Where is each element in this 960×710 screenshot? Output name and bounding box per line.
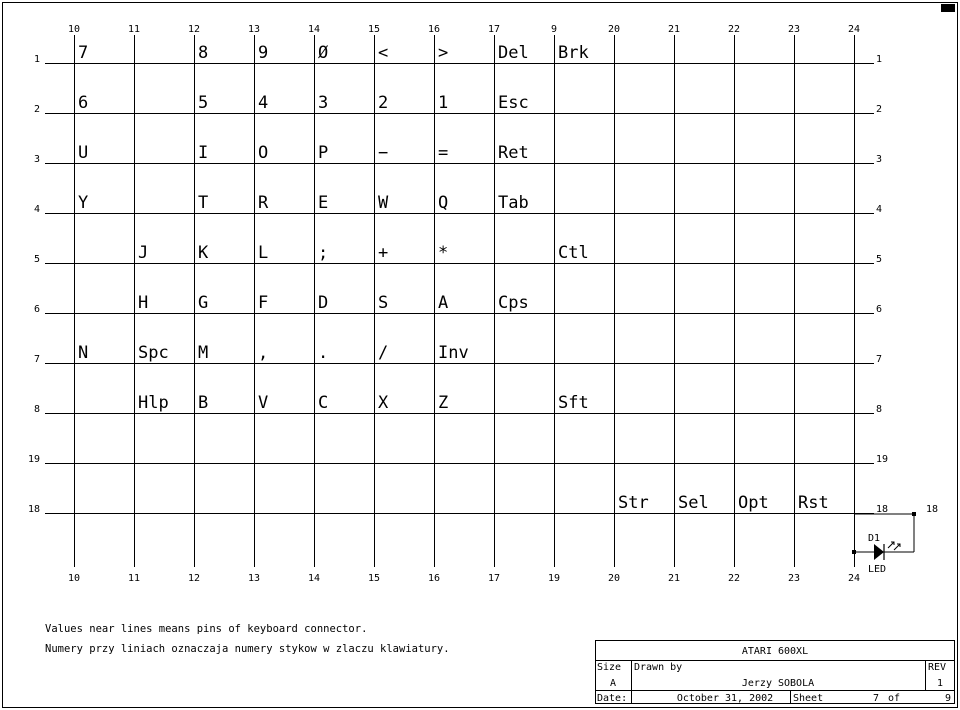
column-pin-label-bottom: 15 — [367, 573, 381, 584]
key-label: U — [78, 143, 89, 163]
title-block-date-label: Date: — [597, 693, 628, 704]
key-label: Hlp — [138, 393, 169, 413]
key-label: < — [378, 43, 389, 63]
column-pin-label-bottom: 22 — [727, 573, 741, 584]
key-label: 3 — [318, 93, 329, 113]
key-label: X — [378, 393, 389, 413]
note-polish: Numery przy liniach oznaczaja numery stykow w zlaczu klawiatury. — [45, 643, 450, 655]
key-label: / — [378, 343, 389, 363]
title-block-sheet-value: 7 — [872, 693, 880, 704]
column-pin-label-top: 17 — [487, 24, 501, 35]
column-pin-label-bottom: 23 — [787, 573, 801, 584]
column-pin-label-bottom: 12 — [187, 573, 201, 584]
key-label: 7 — [78, 43, 89, 63]
key-label: Str — [618, 493, 649, 513]
column-pin-label-top: 11 — [127, 24, 141, 35]
row-pin-label-right: 2 — [876, 104, 883, 115]
key-label: O — [258, 143, 269, 163]
key-label: Sft — [558, 393, 589, 413]
key-label: + — [378, 243, 389, 263]
key-label: A — [438, 293, 449, 313]
key-label: Del — [498, 43, 529, 63]
key-label: K — [198, 243, 209, 263]
key-label: E — [318, 193, 329, 213]
key-label: B — [198, 393, 209, 413]
led-junction-dot — [852, 550, 856, 554]
row-pin-label-right: 1 — [876, 54, 883, 65]
column-pin-label-bottom: 24 — [847, 573, 861, 584]
key-label: M — [198, 343, 209, 363]
key-label: D — [318, 293, 329, 313]
row-pin-label-right: 18 — [876, 504, 889, 515]
title-block-of-value: 9 — [944, 693, 952, 704]
column-pin-label-top: 14 — [307, 24, 321, 35]
key-label: Y — [78, 193, 89, 213]
title-block-title: ATARI 600XL — [741, 646, 809, 657]
column-pin-label-top: 23 — [787, 24, 801, 35]
key-label: Ø — [318, 43, 329, 63]
row-pin-label-left: 7 — [33, 354, 40, 365]
note-english: Values near lines means pins of keyboard connector. — [45, 623, 368, 635]
column-pin-label-top: 10 — [67, 24, 81, 35]
row-pin-label-right: 4 — [876, 204, 883, 215]
key-label: > — [438, 43, 449, 63]
corner-marker — [941, 4, 955, 12]
key-label: Opt — [738, 493, 769, 513]
key-label: − — [378, 143, 389, 163]
led-value: LED — [868, 564, 887, 575]
column-pin-label-bottom: 13 — [247, 573, 261, 584]
column-pin-label-bottom: 21 — [667, 573, 681, 584]
key-label: ; — [318, 243, 329, 263]
matrix-grid — [45, 35, 874, 567]
row-pin-label-right: 5 — [876, 254, 883, 265]
key-label: W — [378, 193, 389, 213]
title-block-date-value: October 31, 2002 — [676, 693, 774, 704]
row-pin-label-right: 3 — [876, 154, 883, 165]
key-label: Spc — [138, 343, 169, 363]
title-block-rev-value: 1 — [936, 678, 944, 689]
key-label: Sel — [678, 493, 709, 513]
column-pin-label-bottom: 19 — [547, 573, 561, 584]
key-label: V — [258, 393, 269, 413]
row-pin-label-left: 8 — [33, 404, 40, 415]
key-label: Inv — [438, 343, 469, 363]
title-block-size-value: A — [609, 678, 617, 689]
key-label: Esc — [498, 93, 529, 113]
row-pin-label-left: 19 — [27, 454, 40, 465]
row-pin-label-left: 18 — [27, 504, 40, 515]
row-pin-label-left: 2 — [33, 104, 40, 115]
column-pin-label-bottom: 10 — [67, 573, 81, 584]
row-pin-label-left: 6 — [33, 304, 40, 315]
column-pin-label-bottom: 20 — [607, 573, 621, 584]
title-block-of-label: of — [888, 693, 901, 704]
row-pin-label-right: 19 — [876, 454, 889, 465]
key-label: H — [138, 293, 149, 313]
key-label: Q — [438, 193, 449, 213]
key-label: 5 — [198, 93, 209, 113]
key-label: T — [198, 193, 209, 213]
key-label: 2 — [378, 93, 389, 113]
column-pin-label-top: 13 — [247, 24, 261, 35]
key-label: 9 — [258, 43, 269, 63]
key-label: . — [318, 343, 329, 363]
key-label: Brk — [558, 43, 589, 63]
column-pin-label-bottom: 16 — [427, 573, 441, 584]
row-pin-label-left: 1 — [33, 54, 40, 65]
key-label: 8 — [198, 43, 209, 63]
key-label: 1 — [438, 93, 449, 113]
title-block-drawn-by-value: Jerzy SOBOLA — [741, 678, 815, 689]
key-label: G — [198, 293, 209, 313]
row-pin-label-right: 6 — [876, 304, 883, 315]
title-block-sheet-label: Sheet — [793, 693, 824, 704]
key-label: L — [258, 243, 269, 263]
led-reference: D1 — [868, 533, 881, 544]
key-label: Rst — [798, 493, 829, 513]
key-label: , — [258, 343, 269, 363]
row-pin-label-left: 5 — [33, 254, 40, 265]
column-pin-label-bottom: 14 — [307, 573, 321, 584]
column-pin-label-bottom: 11 — [127, 573, 141, 584]
key-label: J — [138, 243, 149, 263]
key-label: Z — [438, 393, 449, 413]
row-pin-label-left: 3 — [33, 154, 40, 165]
key-label: Ctl — [558, 243, 589, 263]
column-pin-label-top: 22 — [727, 24, 741, 35]
key-label: N — [78, 343, 89, 363]
title-block-size-label: Size — [597, 662, 622, 673]
row-pin-label-right: 8 — [876, 404, 883, 415]
title-block-drawn-by-label: Drawn by — [634, 662, 683, 673]
column-pin-label-top: 21 — [667, 24, 681, 35]
column-pin-label-top: 16 — [427, 24, 441, 35]
key-label: F — [258, 293, 269, 313]
led-d1 — [852, 504, 938, 575]
key-label: I — [198, 143, 209, 163]
column-pin-label-top: 24 — [847, 24, 861, 35]
title-block — [596, 641, 955, 705]
led-pin-label: 18 — [926, 504, 939, 515]
key-label: C — [318, 393, 329, 413]
column-pin-label-bottom: 17 — [487, 573, 501, 584]
column-pin-label-top: 9 — [550, 24, 558, 35]
title-block-rev-label: REV — [928, 662, 947, 673]
key-label: R — [258, 193, 269, 213]
key-label: Ret — [498, 143, 529, 163]
row-pin-label-right: 7 — [876, 354, 883, 365]
key-label: = — [438, 143, 449, 163]
column-pin-label-top: 20 — [607, 24, 621, 35]
key-label: 6 — [78, 93, 89, 113]
key-label: Tab — [498, 193, 529, 213]
key-label: 4 — [258, 93, 269, 113]
key-label: S — [378, 293, 389, 313]
key-label: P — [318, 143, 329, 163]
row-pin-label-left: 4 — [33, 204, 40, 215]
key-label: * — [438, 243, 449, 263]
key-label: Cps — [498, 293, 529, 313]
led-diode-symbol — [874, 544, 884, 560]
column-pin-label-top: 12 — [187, 24, 201, 35]
column-pin-label-top: 15 — [367, 24, 381, 35]
